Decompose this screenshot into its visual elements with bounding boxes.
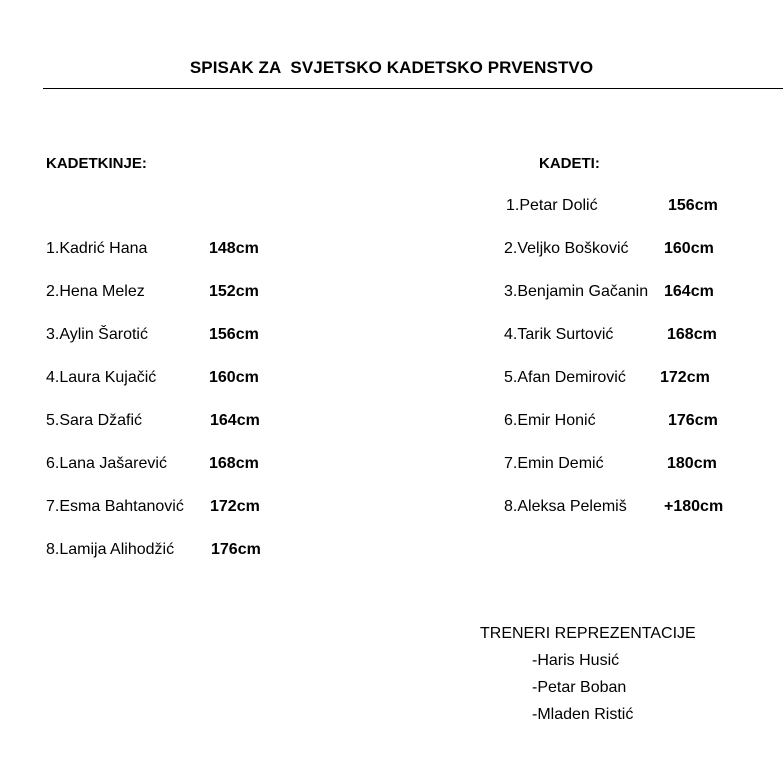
athlete-name: 2.Veljko Bošković <box>504 240 629 257</box>
athlete-name: 6.Lana Jašarević <box>46 455 167 472</box>
document-title: SPISAK ZA SVJETSKO KADETSKO PRVENSTVO <box>189 58 594 77</box>
athlete-name: 5.Sara Džafić <box>46 412 143 429</box>
athlete-name: 6.Emir Honić <box>504 412 596 429</box>
athlete-name: 7.Esma Bahtanović <box>46 498 184 515</box>
trainer-item: -Haris Husić <box>532 652 620 669</box>
girls-heading: KADETKINJE: <box>46 155 147 172</box>
athlete-name: 7.Emin Demić <box>504 455 604 472</box>
athlete-name: 1.Kadrić Hana <box>46 240 148 257</box>
athlete-height: 164cm <box>664 283 714 300</box>
athlete-height: 148cm <box>209 240 259 257</box>
athlete-height: 156cm <box>668 197 718 214</box>
athlete-height: 180cm <box>667 455 717 472</box>
athlete-name: 8.Aleksa Pelemiš <box>504 498 627 515</box>
athlete-height: 156cm <box>209 326 259 343</box>
athlete-height: 160cm <box>209 369 259 386</box>
athlete-name: 3.Aylin Šarotić <box>46 326 148 343</box>
trainers-heading: TRENERI REPREZENTACIJE <box>480 625 696 642</box>
athlete-height: 152cm <box>209 283 259 300</box>
athlete-height: 168cm <box>667 326 717 343</box>
athlete-height: 176cm <box>211 541 261 558</box>
athlete-height: 160cm <box>664 240 714 257</box>
athlete-height: 168cm <box>209 455 259 472</box>
boys-heading: KADETI: <box>539 155 600 172</box>
athlete-height: 172cm <box>660 369 710 386</box>
title-divider <box>43 88 783 89</box>
athlete-name: 4.Laura Kujačić <box>46 369 157 386</box>
trainer-item: -Petar Boban <box>532 679 627 696</box>
athlete-name: 3.Benjamin Gačanin <box>504 283 649 300</box>
athlete-name: 8.Lamija Alihodžić <box>46 541 175 558</box>
athlete-height: 176cm <box>668 412 718 429</box>
athlete-height: 172cm <box>210 498 260 515</box>
athlete-name: 2.Hena Melez <box>46 283 145 300</box>
athlete-height: +180cm <box>664 498 724 515</box>
athlete-name: 4.Tarik Surtović <box>504 326 614 343</box>
athlete-height: 164cm <box>210 412 260 429</box>
trainer-item: -Mladen Ristić <box>532 706 634 723</box>
athlete-name: 1.Petar Dolić <box>506 197 598 214</box>
athlete-name: 5.Afan Demirović <box>504 369 626 386</box>
